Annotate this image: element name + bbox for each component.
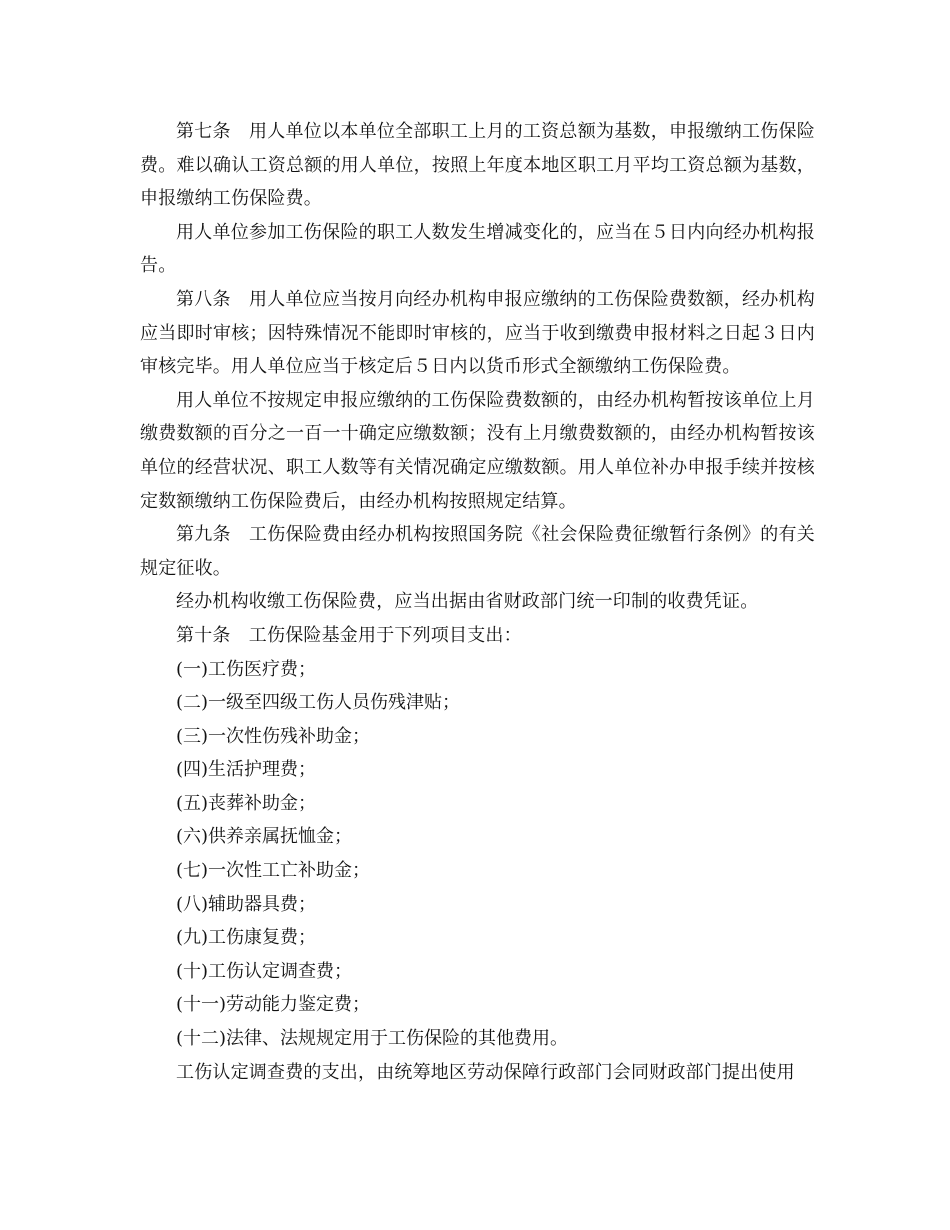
list-item: (二)一级至四级工伤人员伤残津贴； — [176, 692, 461, 714]
expenditure-list — [140, 653, 815, 1056]
list-item: (五)丧葬补助金； — [176, 792, 317, 814]
article-8-default-paragraph: 用人单位不按规定申报应缴纳的工伤保险费数额的，由经办机构暂按该单位上月缴费数额的百分之一百一十确定应缴数额；没有上月缴费数额的，由经办机构暂按该单位的经营状况、职工人数等有关情况确定应缴数额。用人单位补办申报手续并按核定数额缴纳工伤保险费后，由经办机构按照规定结算。 — [140, 389, 815, 512]
list-item: (四)生活护理费； — [176, 759, 317, 781]
list-item: (十)工伤认定调查费； — [176, 960, 353, 982]
article-10-paragraph: 第十条 工伤保险基金用于下列项目支出： — [176, 624, 522, 646]
article-7-staff-change-paragraph: 用人单位参加工伤保险的职工人数发生增减变化的，应当在５日内向经办机构报告。 — [140, 221, 815, 277]
article-9-paragraph: 第九条 工伤保险费由经办机构按照国务院《社会保险费征缴暂行条例》的有关规定征收。 — [140, 524, 815, 579]
investigation-fee-paragraph: 工伤认定调查费的支出，由统筹地区劳动保障行政部门会同财政部门提出使用 — [176, 1061, 795, 1083]
list-item: (一)工伤医疗费； — [176, 658, 317, 680]
article-7-paragraph: 第七条 用人单位以本单位全部职工上月的工资总额为基数，申报缴纳工伤保险费。难以确认工资总额的用人单位，按照上年度本地区职工月平均工资总额为基数，申报缴纳工伤保险费。 — [140, 121, 815, 210]
list-item: (七)一次性工亡补助金； — [176, 860, 371, 882]
document-body — [140, 115, 815, 1089]
article-8-paragraph: 第八条 用人单位应当按月向经办机构申报应缴纳的工伤保险费数额，经办机构应当即时审核；因特殊情况不能即时审核的，应当于收到缴费申报材料之日起３日内审核完毕。用人单位应当于核定后５日内以货币形式全额缴纳工伤保险费。 — [140, 288, 815, 378]
article-9-receipt-paragraph: 经办机构收缴工伤保险费，应当出据由省财政部门统一印制的收费凭证。 — [176, 591, 759, 613]
list-item: (九)工伤康复费； — [176, 927, 317, 949]
list-item: (十一)劳动能力鉴定费； — [176, 994, 371, 1016]
list-item: (三)一次性伤残补助金； — [176, 725, 371, 747]
list-item: (六)供养亲属抚恤金； — [176, 826, 353, 848]
list-item: (十二)法律、法规规定用于工伤保险的其他费用。 — [176, 1028, 569, 1050]
list-item: (八)辅助器具费； — [176, 893, 317, 915]
